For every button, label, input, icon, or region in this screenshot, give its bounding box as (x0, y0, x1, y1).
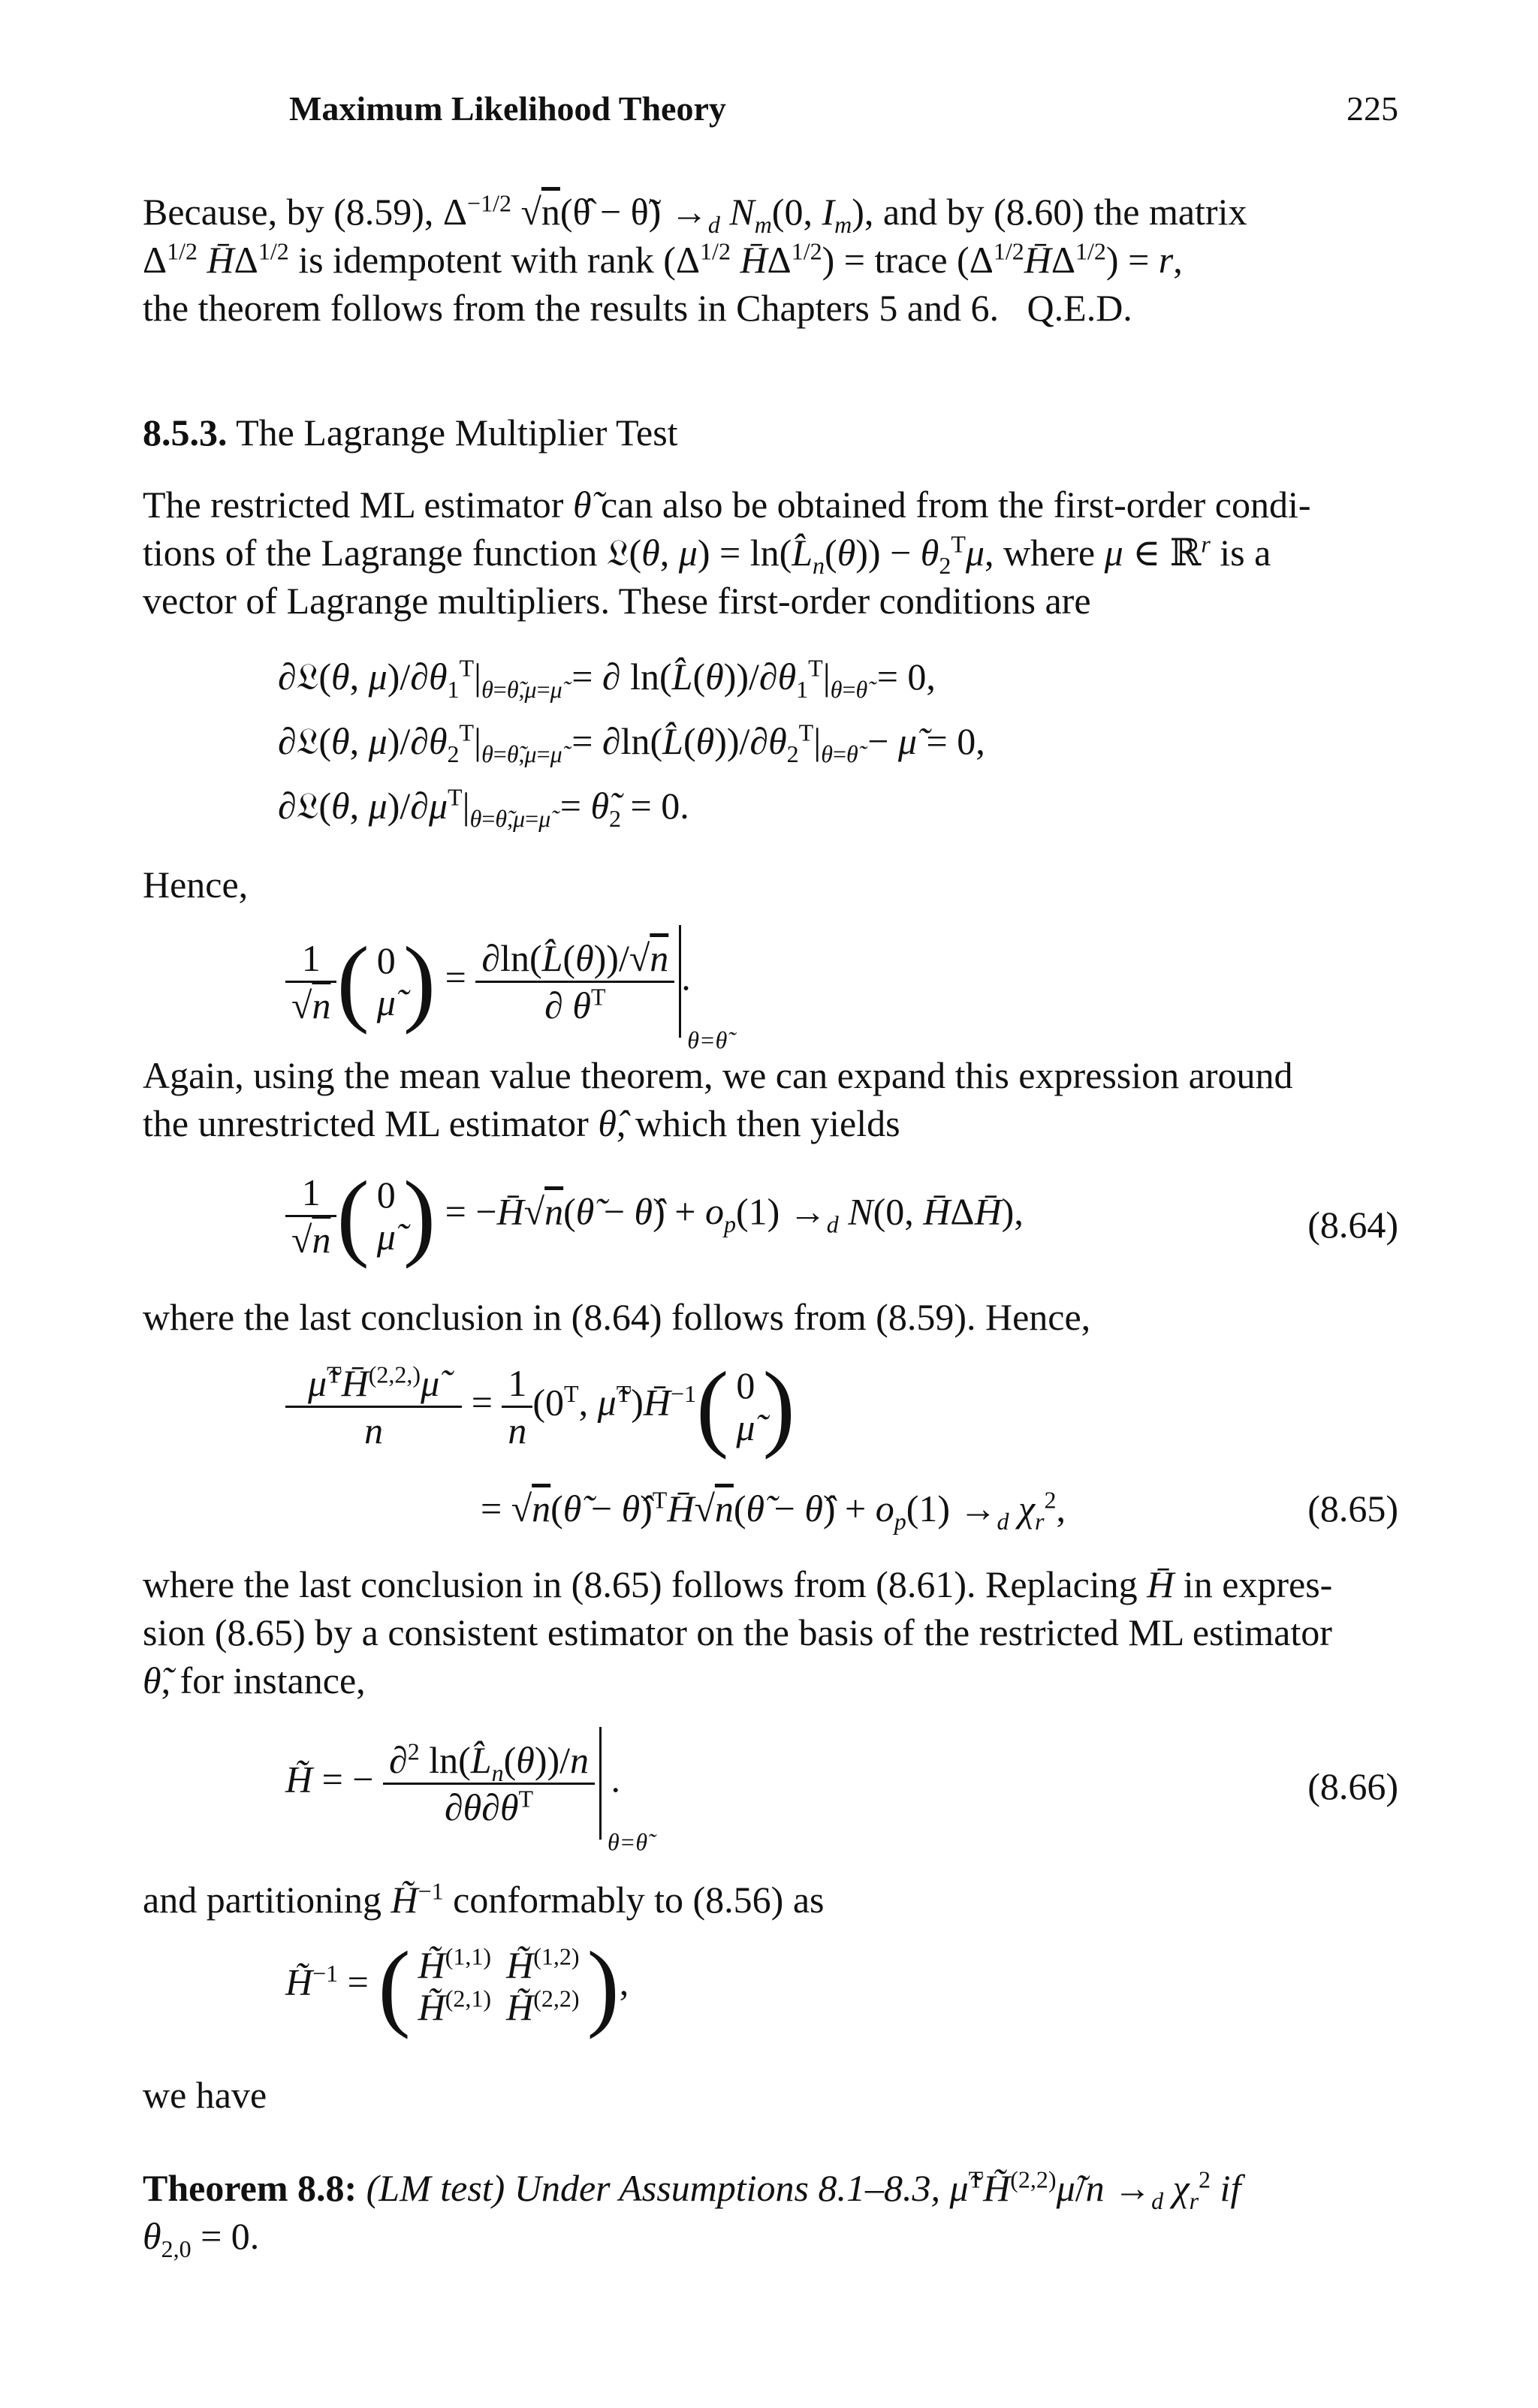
equation-8-65-line-1: $\frac{\mũ^TH̄^{(2,2,)}\mũ}{n}$ = $\frac{1}{n}$ ($0^T$, μ̃$^T$)H̄$^{-1}$( 0 μ̃ ) (285, 1358, 795, 1493)
foc-equation-2: ∂𝔏(θ, $\mu)/\partial\theta_2^T|_{\theta=\thetã,\mu=\mũ}$ = $\partial\ln(L̂(\theta))/\partial\theta_2^T|_{\theta=\thetã}$ − μ̃ = 0, (278, 719, 985, 767)
equation-number-8-65: (8.65) (1307, 1487, 1398, 1529)
equation-8-66: H̃ = − $\frac{\partial^2 \ln(L̂_n(\theta))/n}{\partial\theta\partial\theta^T}$ θ=θ̃ . (285, 1727, 620, 1855)
equation-8-64: $\frac{1}{√n}$ ( 0 μ̃ ) = −H̄√n(θ̃ − θ̂) + $o_p(1) \to_d$ N(0, H̄ΔH̄), (285, 1167, 1024, 1287)
paragraph-mean-value: Again, using the mean value theorem, we can expand this expression around the unrestricted ML estimator θ̂, which then yields (143, 1054, 1293, 1144)
page-number: 225 (1347, 89, 1398, 128)
foc-equation-1: ∂𝔏(θ, $\mu)/\partial\theta_1^T|_{\theta=\thetã,\mu=\mũ}$ = ∂ $\ln(L̂(\theta))/\partial\theta_1^T|_{\theta=\thetã} = 0$, (278, 654, 936, 703)
paragraph-lagrange-intro: The restricted ML estimator θ̃ can also be obtained from the first-order condi- tions of the Lagrange function 𝔏(θ, $\mu) = \ln(L̂_n(\theta)) - \theta_2^T\mu$, where μ ∈ ℝ$^r$ is a vector of Lagrange multipliers. These first-order conditions are (143, 484, 1311, 622)
paragraph-conclusion-864: where the last conclusion in (8.64) follows from (8.59). Hence, (143, 1296, 1091, 1338)
section-heading (143, 408, 678, 457)
running-header-title: Maximum Likelihood Theory (289, 89, 726, 128)
paragraph-qed: Because, by (8.59), $\Delta^{-1/2}$ √n(θ̂ − θ̃) $\to_d$ $N_m(0$, $I_m$), and by (8.60) the matrix $\Delta^{1/2}$ $H̄\Delta^{1/2}$ is idempotent with rank ($\Delta^{1/2}$ $H̄\Delta^{1/2}$) = trace $(\Delta^{1/2}H̄\Delta^{1/2}) = r$, the theorem follows from the results in Chapters 5 and 6. Q.E.D. (143, 189, 1247, 329)
theorem-body: (LM test) Under Assumptions 8.1–8.3, (366, 2167, 940, 2209)
equation-number-8-64: (8.64) (1307, 1204, 1398, 1246)
section-title: The Lagrange Multiplier Test (236, 411, 678, 454)
paragraph-consistent-estimator: where the last conclusion in (8.65) follows from (8.61). Replacing H̄ in expres- sion (8.65) by a consistent estimator on the basis of the restricted ML estimator θ̃, for instance, (143, 1563, 1333, 1701)
text-we-have: we have (143, 2074, 267, 2116)
foc-equation-3: ∂𝔏(θ, $\mu)/\partial\mu^T|_{\theta=\thetã,\mu=\mũ}$ = $\thetã_2 = 0$. (278, 783, 689, 832)
equation-8-65-line-2: = √n(θ̃ − θ̂)$^T$H̄√n(θ̃ − θ̂) + $o_p(1) \to_d$ $\chi_r^2$, (481, 1486, 1066, 1535)
score-equation: $\frac{1}{√n}$ ( 0 μ̃ ) = $\frac{\partial\ln(L̂(\theta))/√n}{\partial \theta^T}$ θ=θ̃ . (285, 925, 691, 1045)
text-hence-1: Hence, (143, 863, 249, 906)
theorem-8-8: Theorem 8.8: (LM test) Under Assumptions 8.1–8.3, μ̃$^T$H̃$^{(2,2)}$μ̃/n $\to_d$ $\chi_r^2$ if $\theta_{2,0} = 0$. (143, 2165, 1241, 2262)
partitioned-inverse-matrix: H̃$^{-1}$ = ( H̃$^{(1,1)}$ H̃$^{(2,1)}$ H̃$^{(1,2)}$ H̃$^{(2,2)}$ ), (285, 1932, 629, 2040)
paragraph-partitioning: and partitioning H̃$^{-1}$ conformably to (8.56) as (143, 1877, 825, 1921)
theorem-label: Theorem 8.8: (143, 2167, 357, 2209)
section-number: 8.5.3. (143, 411, 228, 454)
equation-number-8-66: (8.66) (1307, 1765, 1398, 1807)
